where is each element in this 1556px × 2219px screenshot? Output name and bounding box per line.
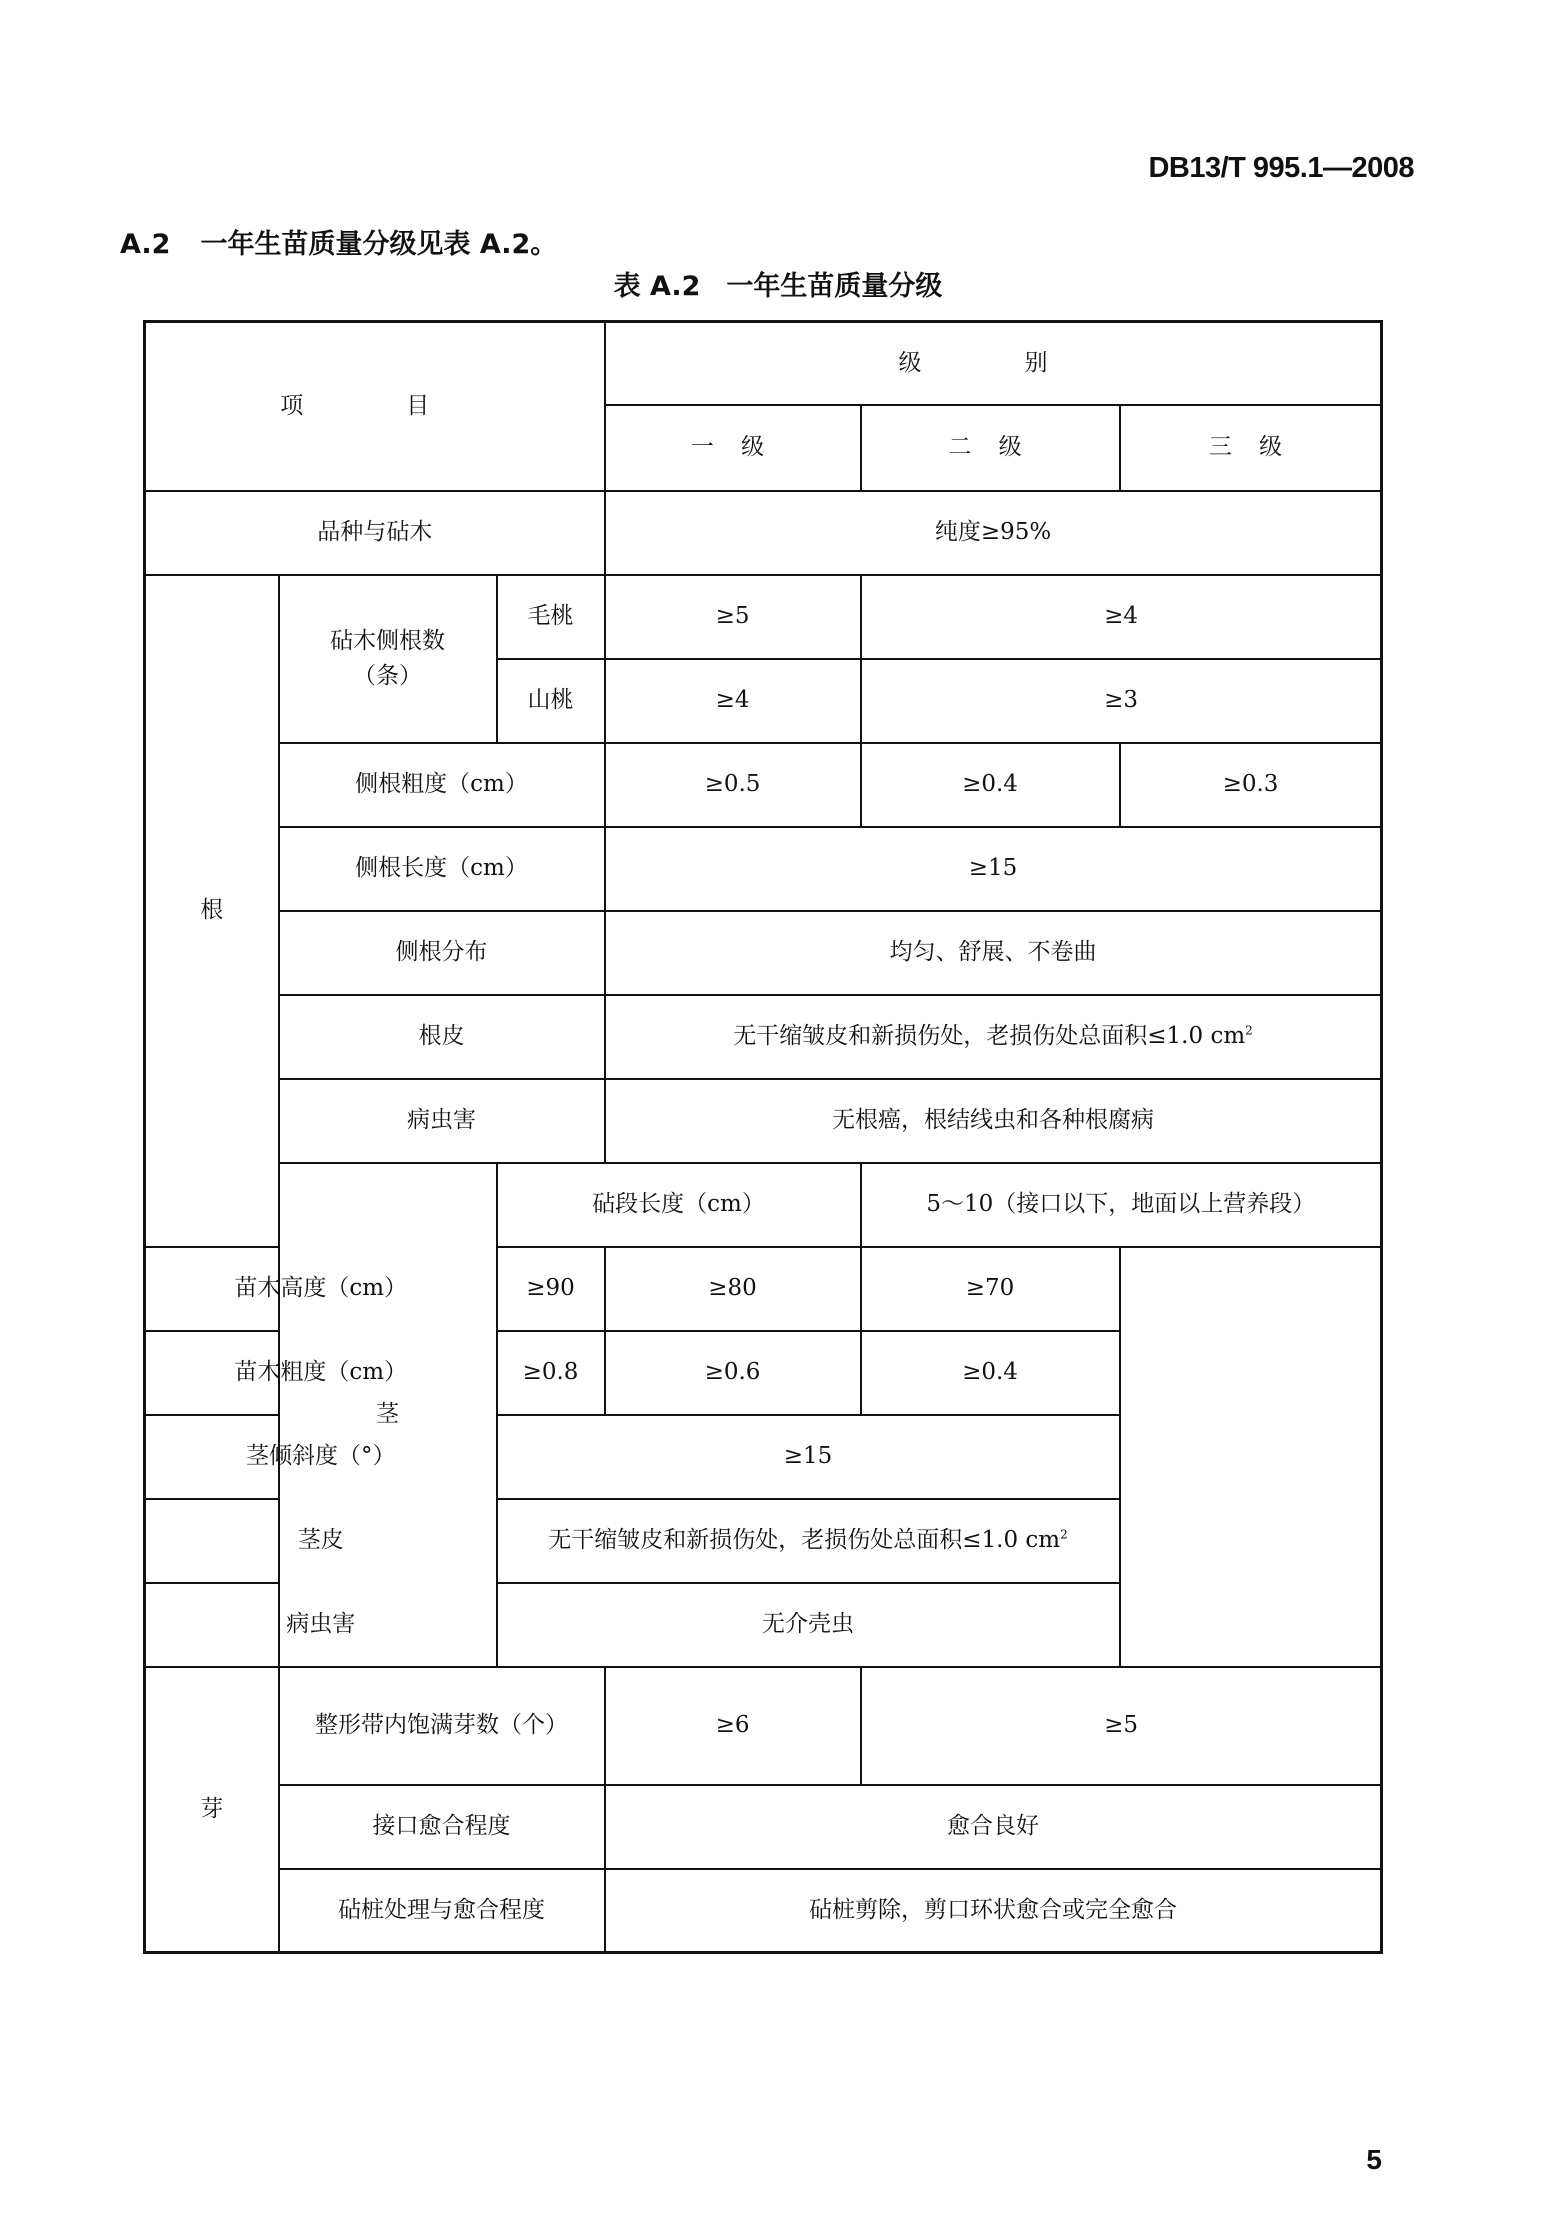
table-row — [145, 1499, 1382, 1583]
table-row — [145, 743, 1382, 827]
root-length-label: 侧根长度（cm） — [279, 827, 605, 911]
root-thickness-grade3: ≥0.3 — [1120, 743, 1382, 827]
root-thickness-label: 侧根粗度（cm） — [279, 743, 605, 827]
shantao-grade1: ≥4 — [605, 659, 861, 743]
table-row — [145, 1415, 1382, 1499]
table-number: 表 A.2 — [613, 271, 701, 302]
lateral-count-label: 砧木侧根数 （条） — [279, 575, 497, 743]
table-row — [145, 995, 1382, 1079]
stem-tilt-label: 茎倾斜度（°） — [145, 1415, 497, 1499]
stem-thickness-grade3: ≥0.4 — [861, 1331, 1120, 1415]
height-grade3: ≥70 — [861, 1247, 1120, 1331]
stem-tilt-value: ≥15 — [497, 1415, 1120, 1499]
full-buds-grade23: ≥5 — [861, 1667, 1382, 1785]
maotao-grade1: ≥5 — [605, 575, 861, 659]
height-grade1: ≥90 — [497, 1247, 605, 1331]
stem-bark-label: 茎皮 — [145, 1499, 497, 1583]
document-id: DB13/T 995.1—2008 — [1148, 152, 1414, 184]
table-row — [145, 1079, 1382, 1163]
stem-pest-label: 病虫害 — [145, 1583, 497, 1667]
section-text: 一年生苗质量分级见表 A.2。 — [200, 229, 558, 260]
table-row — [145, 1331, 1382, 1415]
group-stem: 茎 — [279, 1163, 497, 1667]
grading-table — [143, 320, 1383, 1954]
group-root: 根 — [145, 575, 279, 1247]
root-thickness-grade2: ≥0.4 — [861, 743, 1120, 827]
full-buds-label: 整形带内饱满芽数（个） — [279, 1667, 605, 1785]
root-pest-label: 病虫害 — [279, 1079, 605, 1163]
root-length-value: ≥15 — [605, 827, 1382, 911]
maotao-label: 毛桃 — [497, 575, 605, 659]
graft-label: 接口愈合程度 — [279, 1785, 605, 1869]
table-row — [145, 1247, 1382, 1331]
grade-level-3: 三 级 — [1120, 405, 1382, 491]
header-row — [145, 322, 1382, 405]
stem-pest-value: 无介壳虫 — [497, 1583, 1120, 1667]
root-bark-value: 无干缩皱皮和新损伤处，老损伤处总面积≤1.0 $cm^2$ — [605, 995, 1382, 1079]
root-bark-label: 根皮 — [279, 995, 605, 1079]
height-grade2: ≥80 — [605, 1247, 861, 1331]
root-distribution-value: 均匀、舒展、不卷曲 — [605, 911, 1382, 995]
rootstock-length-label: 砧段长度（cm） — [497, 1163, 861, 1247]
table-row — [145, 1667, 1382, 1785]
table-row — [145, 1163, 1382, 1247]
grade-level-2: 二 级 — [861, 405, 1120, 491]
height-label: 苗木高度（cm） — [145, 1247, 497, 1331]
root-pest-value: 无根癌，根结线虫和各种根腐病 — [605, 1079, 1382, 1163]
graft-value: 愈合良好 — [605, 1785, 1382, 1869]
page-number: 5 — [1366, 2144, 1382, 2175]
rootstock-length-value: 5～10（接口以下，地面以上营养段） — [861, 1163, 1382, 1247]
section-heading — [120, 222, 557, 261]
table-row — [145, 1785, 1382, 1869]
root-distribution-label: 侧根分布 — [279, 911, 605, 995]
table-row — [145, 911, 1382, 995]
stem-thickness-grade2: ≥0.6 — [605, 1331, 861, 1415]
item-header: 项 目 — [145, 322, 605, 491]
stem-thickness-grade1: ≥0.8 — [497, 1331, 605, 1415]
root-thickness-grade1: ≥0.5 — [605, 743, 861, 827]
stub-label: 砧桩处理与愈合程度 — [279, 1869, 605, 1953]
shantao-grade23: ≥3 — [861, 659, 1382, 743]
variety-label: 品种与砧木 — [145, 491, 605, 575]
table-row — [145, 575, 1382, 659]
grade-level-1: 一 级 — [605, 405, 861, 491]
stem-thickness-label: 苗木粗度（cm） — [145, 1331, 497, 1415]
table-row — [145, 827, 1382, 911]
group-bud: 芽 — [145, 1667, 279, 1953]
section-number: A.2 — [120, 229, 171, 260]
maotao-grade23: ≥4 — [861, 575, 1382, 659]
table-row — [145, 491, 1382, 575]
table-title-text: 一年生苗质量分级 — [726, 271, 943, 302]
grade-header: 级 别 — [605, 322, 1382, 405]
shantao-label: 山桃 — [497, 659, 605, 743]
table-row — [145, 1583, 1382, 1667]
table-title — [0, 264, 1556, 303]
stub-value: 砧桩剪除，剪口环状愈合或完全愈合 — [605, 1869, 1382, 1953]
full-buds-grade1: ≥6 — [605, 1667, 861, 1785]
variety-value: 纯度≥95% — [605, 491, 1382, 575]
stem-bark-value: 无干缩皱皮和新损伤处，老损伤处总面积≤1.0 $cm^2$ — [497, 1499, 1120, 1583]
table-row — [145, 1869, 1382, 1953]
